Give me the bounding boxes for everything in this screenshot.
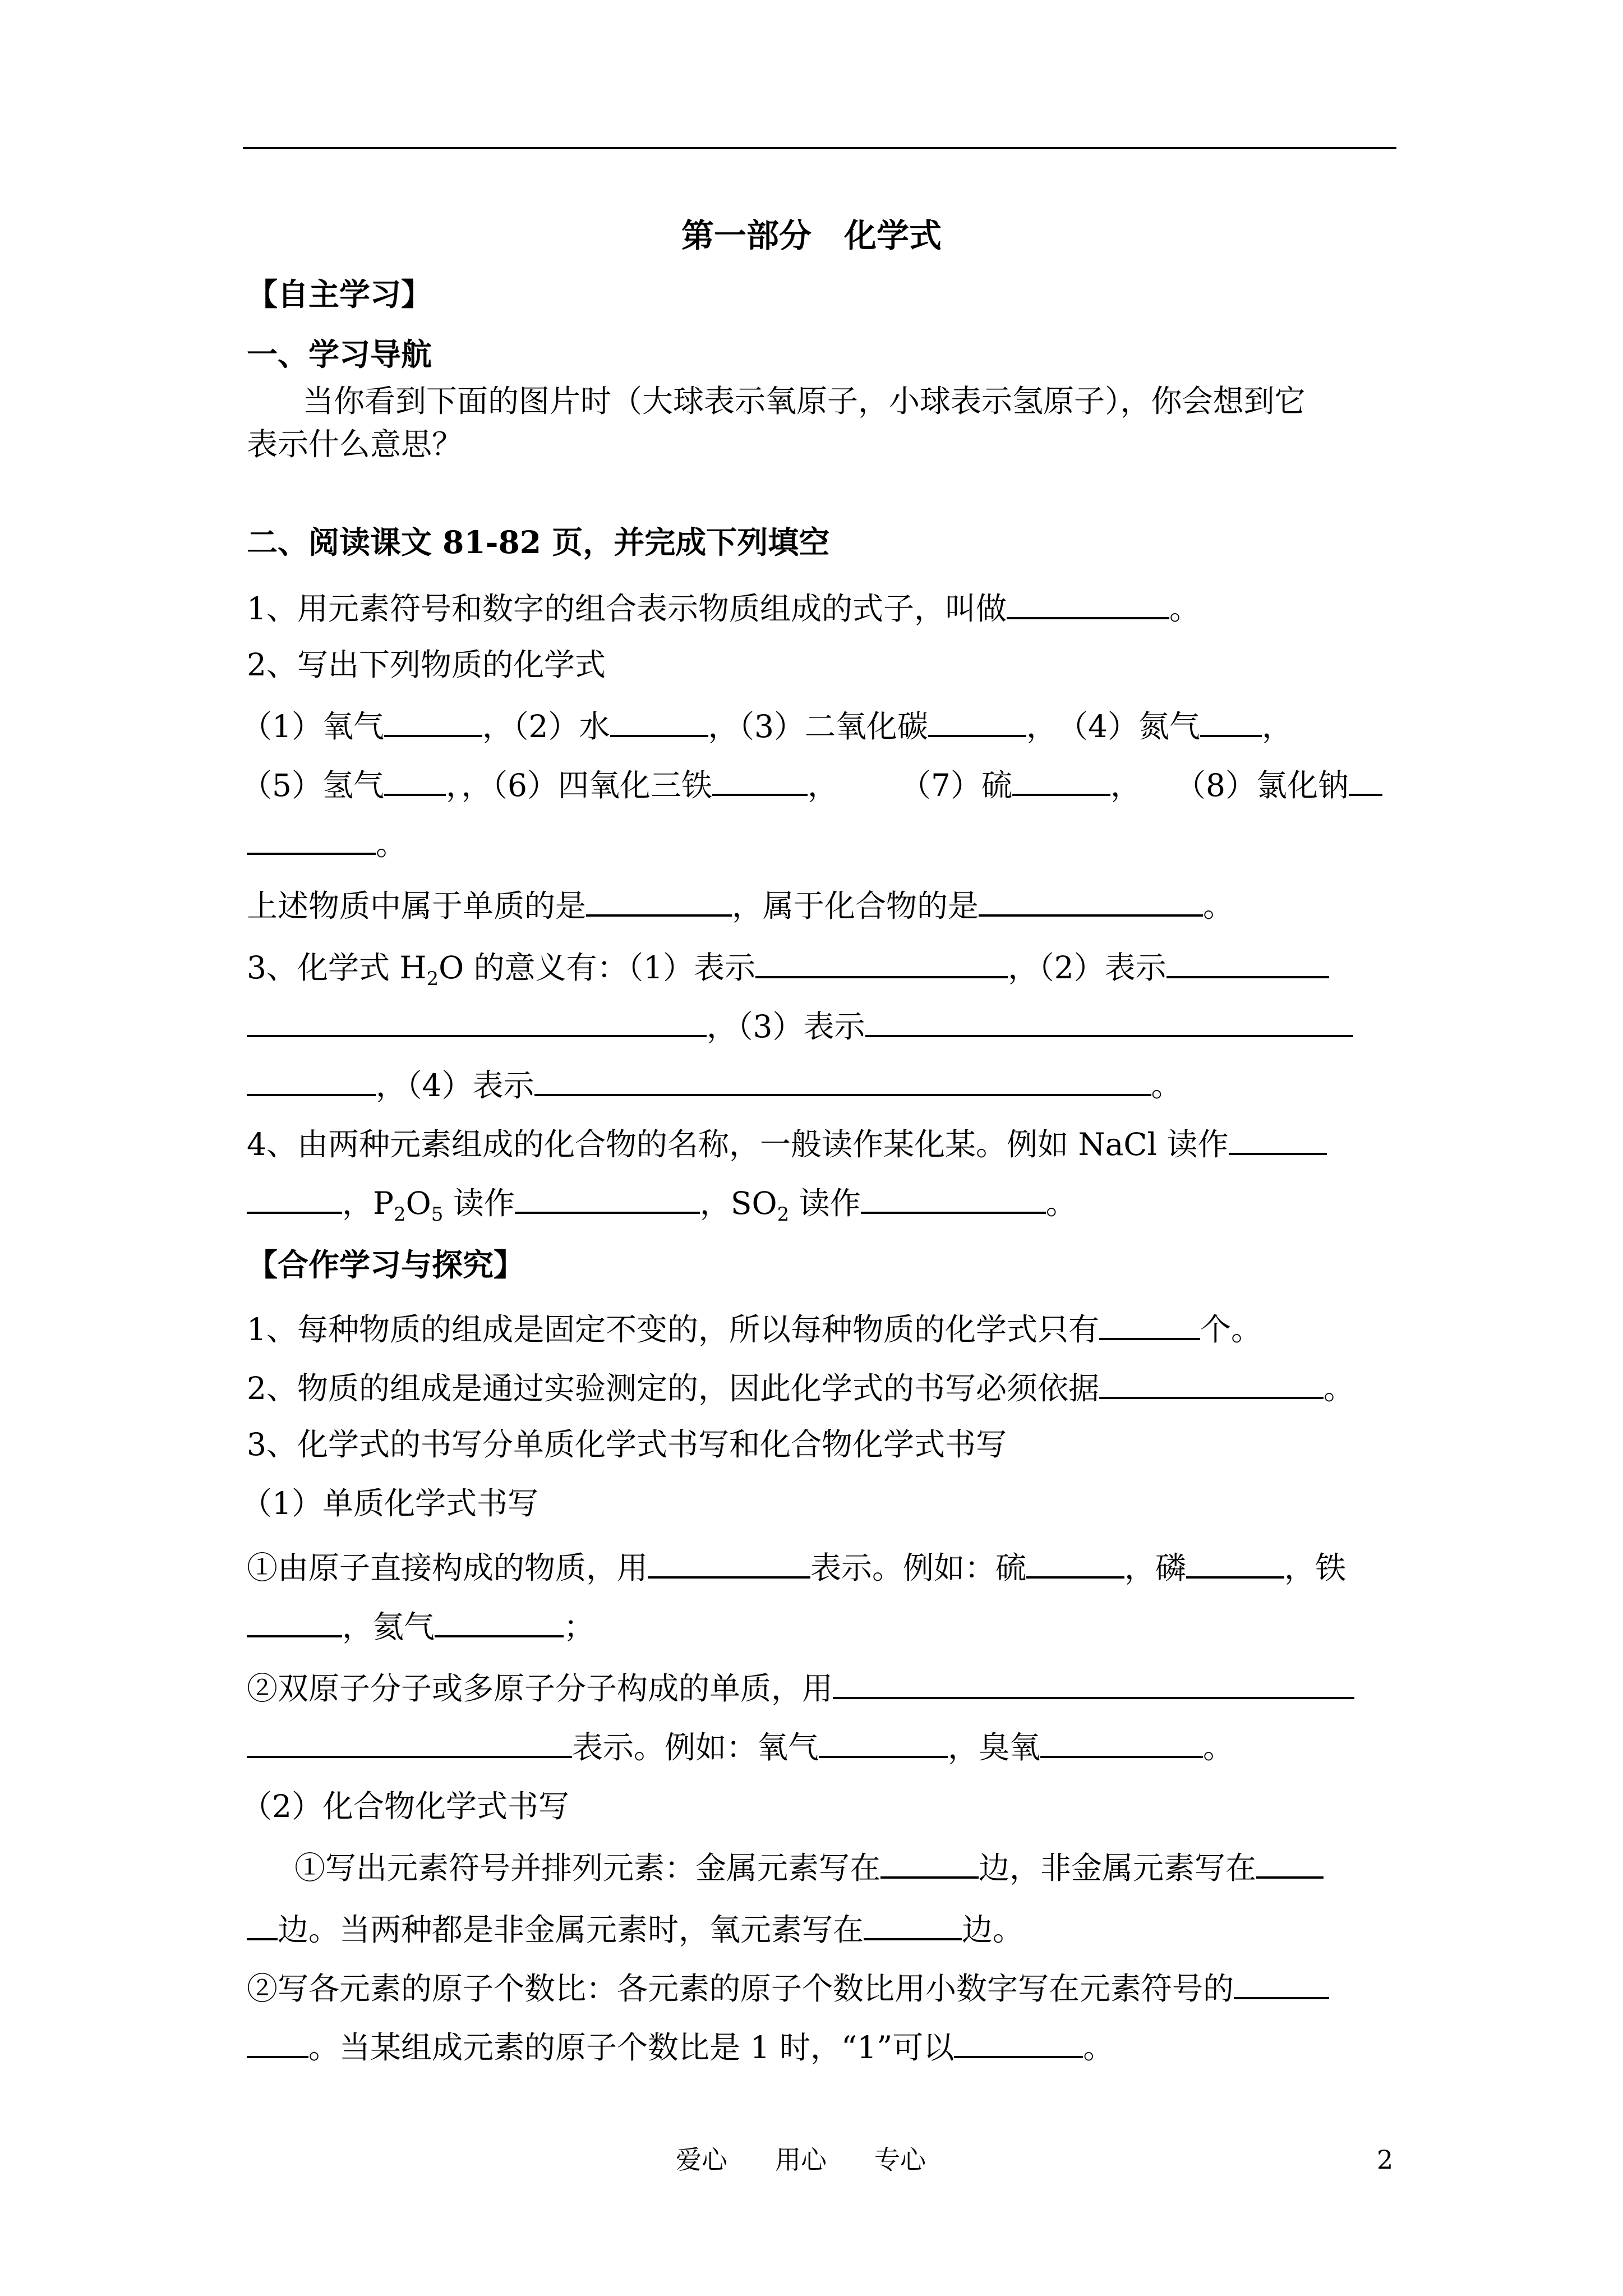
answer-blank[interactable] <box>1026 1543 1124 1579</box>
answer-blank[interactable] <box>586 881 732 917</box>
coop-question-3-2a-line1: ①写出元素符号并排列元素：金属元素写在 边，非金属元素写在 <box>294 1843 1324 1890</box>
question-2-row-3: 。 <box>247 819 407 867</box>
answer-blank[interactable] <box>1166 942 1329 978</box>
answer-blank[interactable] <box>1099 1304 1200 1340</box>
footer-word-1: 爱心 <box>676 2145 727 2175</box>
coop-question-3-1b-line1: ②双原子分子或多原子分子构成的单质，用 <box>247 1663 1354 1711</box>
answer-blank[interactable] <box>247 2022 308 2058</box>
answer-blank[interactable] <box>534 1060 1151 1096</box>
answer-blank[interactable] <box>384 760 446 796</box>
question-2-classify: 上述物质中属于单质的是 ，属于化合物的是 。 <box>247 881 1234 928</box>
section-1-heading: 一、学习导航 <box>247 336 432 372</box>
answer-blank[interactable] <box>880 1843 979 1879</box>
question-4-line1: 4、由两种元素组成的化合物的名称，一般读作某化某。例如 NaCl 读作 <box>247 1119 1327 1167</box>
answer-blank[interactable] <box>979 881 1203 917</box>
answer-blank[interactable] <box>712 760 808 796</box>
coop-question-3-part-2: （2）化合物化学式书写 <box>241 1788 569 1824</box>
coop-question-2: 2、物质的组成是通过实验测定的，因此化学式的书写必须依据 。 <box>247 1363 1354 1411</box>
answer-blank[interactable] <box>515 1178 700 1214</box>
answer-blank[interactable] <box>1099 1363 1324 1399</box>
answer-blank[interactable] <box>435 1602 564 1637</box>
answer-blank[interactable] <box>1007 583 1169 619</box>
coop-question-3: 3、化学式的书写分单质化学式书写和化合物化学式书写 <box>247 1427 1007 1462</box>
answer-blank[interactable] <box>247 1060 376 1096</box>
answer-blank[interactable] <box>1200 701 1262 737</box>
question-2-row-2: （5）氢气 ，，（6）四氧化三铁 ， （7）硫 ， （8）氯化钠 <box>241 760 1382 808</box>
answer-blank[interactable] <box>1186 1543 1284 1579</box>
answer-blank[interactable] <box>864 1904 962 1940</box>
question-3-line3: ，（4）表示 。 <box>247 1060 1182 1108</box>
answer-blank[interactable] <box>247 819 376 855</box>
answer-blank[interactable] <box>1012 760 1110 796</box>
answer-blank[interactable] <box>954 2022 1083 2058</box>
page-number: 2 <box>1377 2145 1394 2175</box>
answer-blank[interactable] <box>648 1543 810 1579</box>
question-3-line2: ，（3）表示 <box>247 1001 1353 1049</box>
coop-question-3-2a-line2: 边。当两种都是非金属元素时，氧元素写在 边。 <box>247 1904 1023 1952</box>
coop-question-3-1a-line2: ，氦气 ； <box>247 1602 594 1649</box>
answer-blank[interactable] <box>1229 1119 1327 1155</box>
answer-blank[interactable] <box>610 701 708 737</box>
coop-question-3-2b-line1: ②写各元素的原子个数比：各元素的原子个数比用小数字写在元素符号的 <box>247 1963 1329 2011</box>
coop-question-3-part-1: （1）单质化学式书写 <box>241 1485 538 1521</box>
answer-blank[interactable] <box>247 1178 342 1214</box>
section-self-study: 【自主学习】 <box>247 276 432 312</box>
answer-blank[interactable] <box>247 1602 342 1637</box>
question-2-row-1: （1）氧气 ，（2）水 ，（3）二氧化碳 ， （4）氮气 ， <box>241 701 1293 749</box>
answer-blank[interactable] <box>833 1663 1354 1699</box>
answer-blank[interactable] <box>1349 760 1382 796</box>
header-rule <box>243 147 1396 149</box>
answer-blank[interactable] <box>247 1904 278 1940</box>
answer-blank[interactable] <box>247 1001 707 1037</box>
answer-blank[interactable] <box>1256 1843 1324 1879</box>
coop-question-3-1b-line2: 表示。例如：氧气 ，臭氧 。 <box>247 1722 1234 1770</box>
answer-blank[interactable] <box>384 701 482 737</box>
coop-question-1: 1、每种物质的组成是固定不变的，所以每种物质的化学式只有 个。 <box>247 1304 1262 1352</box>
question-3-line1: 3、化学式 $H_2O$ 的意义有：（1）表示 ，（2）表示 <box>247 942 1329 990</box>
coop-question-3-1a-line1: ①由原子直接构成的物质，用 表示。例如：硫 ，磷 ，铁 <box>247 1543 1346 1590</box>
question-2-heading: 2、写出下列物质的化学式 <box>247 647 606 683</box>
answer-blank[interactable] <box>861 1178 1046 1214</box>
answer-blank[interactable] <box>819 1722 948 1758</box>
answer-blank[interactable] <box>1040 1722 1203 1758</box>
coop-question-3-2b-line2: 。当某组成元素的原子个数比是 1 时，“1”可以 。 <box>247 2022 1114 2070</box>
section-1-paragraph-line2: 表示什么意思？ <box>247 426 463 462</box>
footer-motto <box>676 2143 926 2177</box>
page-title: 第一部分 化学式 <box>681 217 942 255</box>
section-2-heading: 二、阅读课文 81-82 页，并完成下列填空 <box>247 524 830 560</box>
answer-blank[interactable] <box>928 701 1026 737</box>
section-cooperative-study: 【合作学习与探究】 <box>247 1246 525 1283</box>
question-1: 1、用元素符号和数字的组合表示物质组成的式子，叫做 。 <box>247 583 1200 631</box>
footer-word-3: 专心 <box>874 2145 926 2175</box>
answer-blank[interactable] <box>865 1001 1353 1037</box>
answer-blank[interactable] <box>1234 1963 1329 1999</box>
answer-blank[interactable] <box>755 942 1008 978</box>
answer-blank[interactable] <box>247 1722 572 1758</box>
question-4-line2: ，$P_2O_5$ 读作 ，$SO_2$ 读作 。 <box>247 1178 1077 1226</box>
footer-word-2: 用心 <box>775 2145 827 2175</box>
section-1-paragraph-line1: 当你看到下面的图片时（大球表示氧原子，小球表示氢原子），你会想到它 <box>303 383 1306 419</box>
